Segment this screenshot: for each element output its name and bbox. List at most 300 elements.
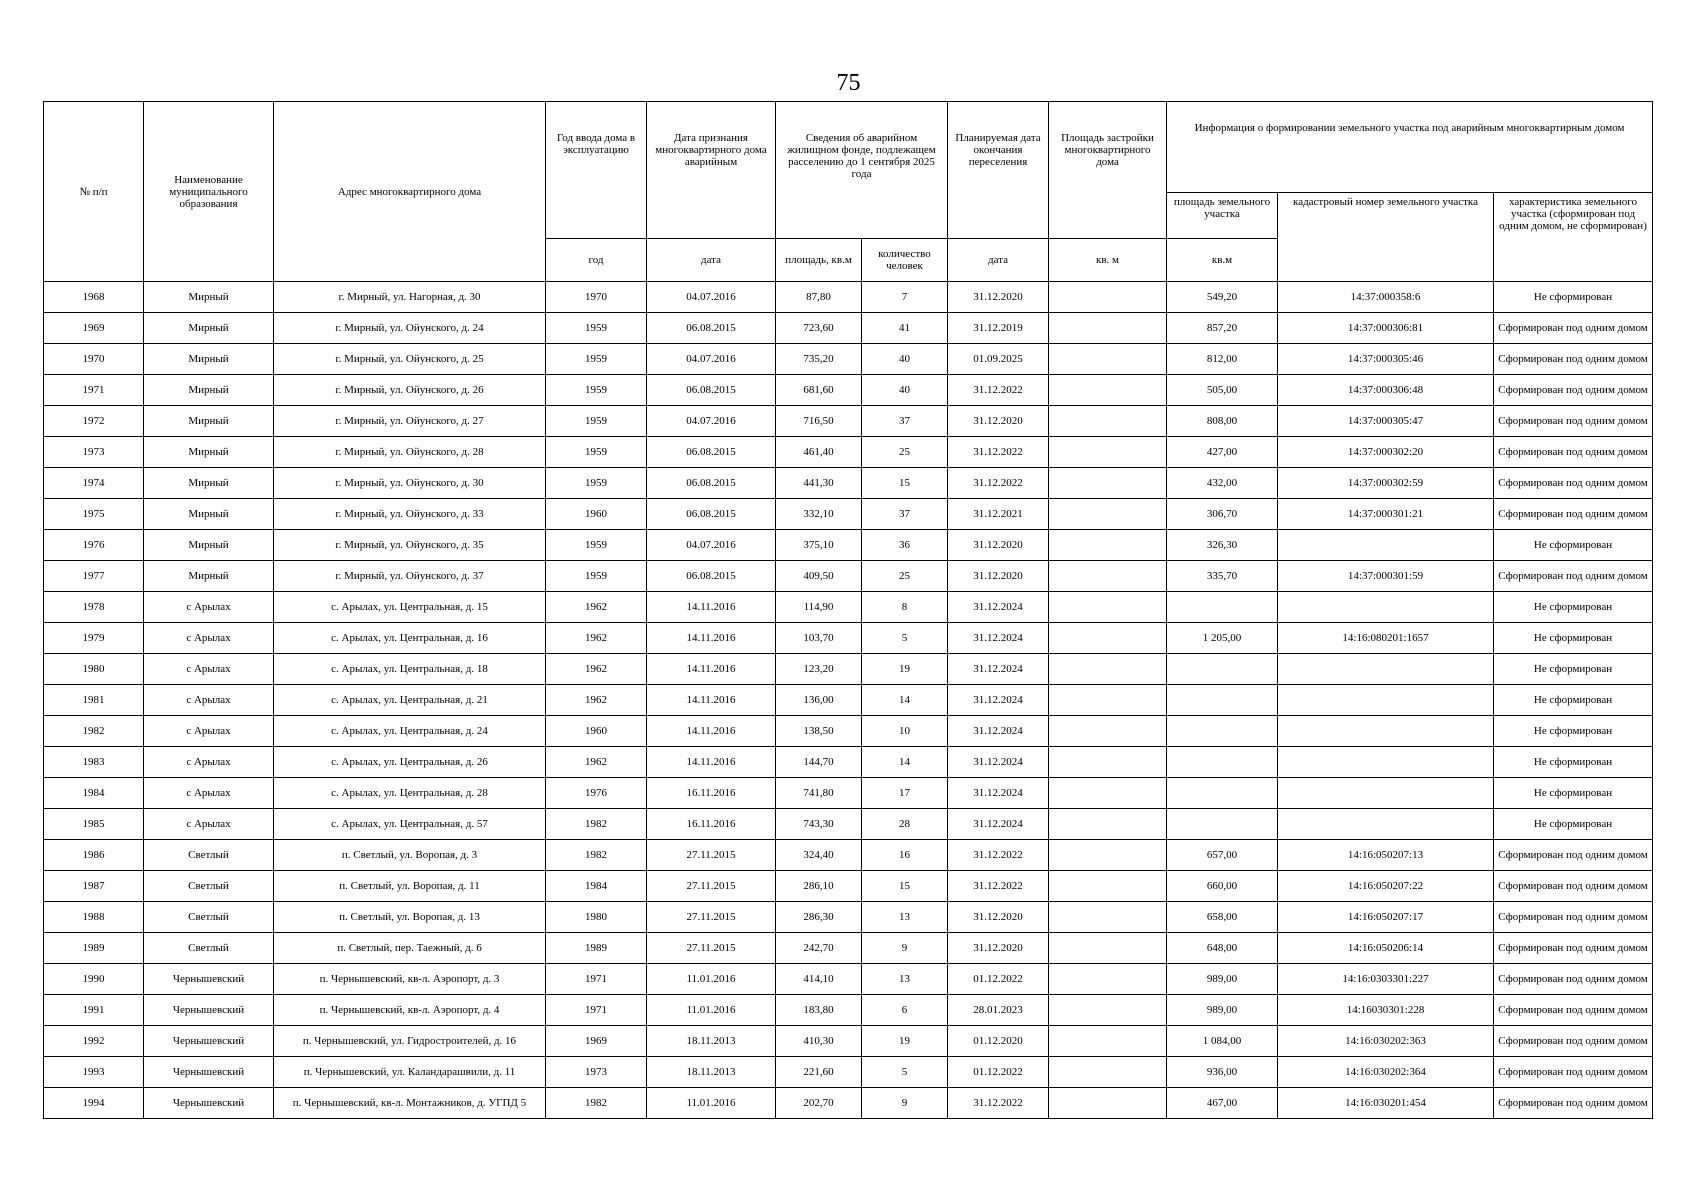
cell-people: 7 [862,282,948,313]
cell-municipality: Мирный [144,561,274,592]
cell-land-area: 658,00 [1167,902,1278,933]
table-row [44,933,1653,964]
cell-recognition-date: 14.11.2016 [647,747,776,778]
table-row [44,1026,1653,1057]
cell-land-status: Не сформирован [1494,685,1653,716]
cell-people: 14 [862,685,948,716]
cell-year: 1970 [546,282,647,313]
table-row [44,437,1653,468]
cell-area: 103,70 [776,623,862,654]
table-row [44,592,1653,623]
cell-recognition-date: 06.08.2015 [647,499,776,530]
cell-planned-date: 31.12.2024 [948,716,1049,747]
cell-cadastral: 14:16:030202:363 [1278,1026,1494,1057]
cell-land-status: Не сформирован [1494,282,1653,313]
table-row [44,778,1653,809]
cell-land-area [1167,716,1278,747]
cell-planned-date: 31.12.2020 [948,561,1049,592]
cell-build-area [1049,499,1167,530]
unit-area: площадь, кв.м [776,239,862,282]
cell-no: 1987 [44,871,144,902]
cell-land-area: 306,70 [1167,499,1278,530]
cell-build-area [1049,344,1167,375]
cell-cadastral [1278,685,1494,716]
cell-build-area [1049,933,1167,964]
cell-planned-date: 31.12.2024 [948,747,1049,778]
cell-land-area: 812,00 [1167,344,1278,375]
cell-no: 1977 [44,561,144,592]
cell-area: 743,30 [776,809,862,840]
cell-land-area: 467,00 [1167,1088,1278,1119]
unit-sqm-land: кв.м [1167,239,1278,282]
cell-land-area: 1 205,00 [1167,623,1278,654]
unit-date-plan: дата [948,239,1049,282]
cell-recognition-date: 06.08.2015 [647,437,776,468]
cell-build-area [1049,623,1167,654]
cell-people: 13 [862,964,948,995]
cell-cadastral: 14:37:000305:46 [1278,344,1494,375]
cell-year: 1959 [546,375,647,406]
cell-address: г. Мирный, ул. Ойунского, д. 30 [274,468,546,499]
cell-land-area [1167,809,1278,840]
table-row [44,716,1653,747]
cell-year: 1984 [546,871,647,902]
cell-municipality: Мирный [144,313,274,344]
cell-address: г. Мирный, ул. Ойунского, д. 28 [274,437,546,468]
cell-municipality: Мирный [144,282,274,313]
header-land-info: Информация о формировании земельного участка под аварийным многоквартирным домом [1167,102,1653,193]
cell-area: 202,70 [776,1088,862,1119]
header-year-in: Год ввода дома в эксплуатацию [546,102,647,239]
cell-land-status: Сформирован под одним домом [1494,313,1653,344]
cell-address: г. Мирный, ул. Ойунского, д. 24 [274,313,546,344]
cell-no: 1991 [44,995,144,1026]
cell-no: 1984 [44,778,144,809]
cell-municipality: Мирный [144,499,274,530]
cell-land-status: Сформирован под одним домом [1494,437,1653,468]
cell-municipality: с Арылах [144,592,274,623]
cell-land-status: Сформирован под одним домом [1494,1026,1653,1057]
cell-recognition-date: 06.08.2015 [647,313,776,344]
cell-no: 1975 [44,499,144,530]
cell-build-area [1049,375,1167,406]
cell-land-status: Не сформирован [1494,592,1653,623]
cell-municipality: с Арылах [144,809,274,840]
cell-build-area [1049,561,1167,592]
cell-year: 1971 [546,964,647,995]
cell-cadastral [1278,716,1494,747]
cell-land-area: 427,00 [1167,437,1278,468]
cell-planned-date: 31.12.2024 [948,685,1049,716]
cell-land-status: Не сформирован [1494,716,1653,747]
cell-planned-date: 31.12.2020 [948,530,1049,561]
header-fund-info: Сведения об аварийном жилищном фонде, подлежащем расселению до 1 сентября 2025 года [776,102,948,239]
unit-sqm: кв. м [1049,239,1167,282]
cell-municipality: Мирный [144,437,274,468]
cell-address: п. Чернышевский, кв-л. Аэропорт, д. 4 [274,995,546,1026]
cell-year: 1960 [546,716,647,747]
table-row [44,344,1653,375]
cell-no: 1983 [44,747,144,778]
cell-municipality: Мирный [144,375,274,406]
cell-recognition-date: 18.11.2013 [647,1057,776,1088]
cell-year: 1989 [546,933,647,964]
cell-municipality: Светлый [144,840,274,871]
cell-people: 14 [862,747,948,778]
header-cadastral: кадастровый номер земельного участка [1278,193,1494,282]
cell-year: 1959 [546,406,647,437]
cell-land-area: 808,00 [1167,406,1278,437]
cell-area: 87,80 [776,282,862,313]
cell-address: п. Чернышевский, кв-л. Монтажников, д. УГПД 5 [274,1088,546,1119]
cell-recognition-date: 14.11.2016 [647,592,776,623]
table-row [44,871,1653,902]
cell-recognition-date: 06.08.2015 [647,561,776,592]
cell-planned-date: 01.12.2020 [948,1026,1049,1057]
table-row [44,902,1653,933]
cell-land-area [1167,778,1278,809]
cell-municipality: Мирный [144,530,274,561]
unit-people: количество человек [862,239,948,282]
cell-municipality: Светлый [144,933,274,964]
cell-land-area: 335,70 [1167,561,1278,592]
cell-cadastral: 14:16:030201:454 [1278,1088,1494,1119]
cell-land-area: 989,00 [1167,964,1278,995]
cell-recognition-date: 16.11.2016 [647,809,776,840]
cell-people: 25 [862,561,948,592]
table-body [44,282,1653,1119]
cell-people: 28 [862,809,948,840]
cell-recognition-date: 14.11.2016 [647,623,776,654]
cell-address: г. Мирный, ул. Ойунского, д. 35 [274,530,546,561]
cell-land-status: Не сформирован [1494,778,1653,809]
cell-cadastral: 14:16030301:228 [1278,995,1494,1026]
cell-address: г. Мирный, ул. Ойунского, д. 27 [274,406,546,437]
cell-year: 1962 [546,654,647,685]
cell-municipality: Чернышевский [144,964,274,995]
table-row [44,468,1653,499]
cell-municipality: с Арылах [144,747,274,778]
cell-planned-date: 31.12.2019 [948,313,1049,344]
header-land-area: площадь земельного участка [1167,193,1278,239]
cell-recognition-date: 11.01.2016 [647,964,776,995]
cell-municipality: Чернышевский [144,1026,274,1057]
cell-municipality: с Арылах [144,623,274,654]
cell-area: 114,90 [776,592,862,623]
table-row [44,406,1653,437]
cell-area: 741,80 [776,778,862,809]
cell-address: г. Мирный, ул. Нагорная, д. 30 [274,282,546,313]
cell-year: 1959 [546,530,647,561]
cell-build-area [1049,406,1167,437]
cell-year: 1982 [546,1088,647,1119]
cell-land-status: Сформирован под одним домом [1494,933,1653,964]
cell-people: 13 [862,902,948,933]
cell-build-area [1049,282,1167,313]
cell-address: п. Светлый, пер. Таежный, д. 6 [274,933,546,964]
cell-build-area [1049,654,1167,685]
cell-recognition-date: 04.07.2016 [647,406,776,437]
cell-people: 16 [862,840,948,871]
cell-land-area: 432,00 [1167,468,1278,499]
cell-planned-date: 31.12.2024 [948,778,1049,809]
cell-land-status: Сформирован под одним домом [1494,1057,1653,1088]
cell-build-area [1049,437,1167,468]
cell-year: 1969 [546,1026,647,1057]
cell-area: 735,20 [776,344,862,375]
cell-address: с. Арылах, ул. Центральная, д. 26 [274,747,546,778]
cell-build-area [1049,840,1167,871]
cell-no: 1993 [44,1057,144,1088]
cell-municipality: Светлый [144,871,274,902]
cell-people: 37 [862,406,948,437]
cell-address: с. Арылах, ул. Центральная, д. 18 [274,654,546,685]
cell-planned-date: 31.12.2024 [948,654,1049,685]
cell-address: п. Чернышевский, ул. Каландарашвили, д. 11 [274,1057,546,1088]
cell-recognition-date: 04.07.2016 [647,282,776,313]
cell-land-area: 549,20 [1167,282,1278,313]
cell-land-area: 1 084,00 [1167,1026,1278,1057]
cell-planned-date: 28.01.2023 [948,995,1049,1026]
cell-planned-date: 31.12.2020 [948,933,1049,964]
table-row [44,964,1653,995]
cell-cadastral: 14:16:050207:13 [1278,840,1494,871]
cell-planned-date: 31.12.2022 [948,840,1049,871]
cell-area: 461,40 [776,437,862,468]
cell-planned-date: 01.12.2022 [948,964,1049,995]
cell-year: 1959 [546,437,647,468]
cell-area: 375,10 [776,530,862,561]
cell-area: 286,10 [776,871,862,902]
cell-land-area [1167,685,1278,716]
cell-people: 40 [862,344,948,375]
cell-year: 1971 [546,995,647,1026]
cell-no: 1985 [44,809,144,840]
cell-area: 324,40 [776,840,862,871]
cell-people: 9 [862,1088,948,1119]
cell-people: 5 [862,623,948,654]
cell-address: г. Мирный, ул. Ойунского, д. 33 [274,499,546,530]
cell-planned-date: 31.12.2022 [948,437,1049,468]
cell-municipality: Мирный [144,468,274,499]
cell-land-status: Сформирован под одним домом [1494,1088,1653,1119]
cell-cadastral [1278,778,1494,809]
cell-recognition-date: 14.11.2016 [647,716,776,747]
cell-no: 1980 [44,654,144,685]
cell-land-status: Сформирован под одним домом [1494,406,1653,437]
cell-people: 5 [862,1057,948,1088]
cell-year: 1960 [546,499,647,530]
cell-year: 1982 [546,809,647,840]
cell-land-status: Не сформирован [1494,654,1653,685]
cell-people: 19 [862,1026,948,1057]
cell-planned-date: 01.12.2022 [948,1057,1049,1088]
cell-area: 136,00 [776,685,862,716]
cell-planned-date: 31.12.2022 [948,1088,1049,1119]
cell-area: 681,60 [776,375,862,406]
cell-year: 1959 [546,344,647,375]
cell-no: 1969 [44,313,144,344]
header-date-recognition: Дата признания многоквартирного дома аварийным [647,102,776,239]
cell-cadastral: 14:16:0303301:227 [1278,964,1494,995]
page-number: 75 [836,70,861,96]
cell-land-area: 505,00 [1167,375,1278,406]
cell-build-area [1049,468,1167,499]
cell-people: 41 [862,313,948,344]
cell-no: 1978 [44,592,144,623]
table-row [44,809,1653,840]
cell-no: 1992 [44,1026,144,1057]
cell-cadastral: 14:37:000358:6 [1278,282,1494,313]
cell-land-status: Сформирован под одним домом [1494,499,1653,530]
unit-year: год [546,239,647,282]
cell-land-status: Сформирован под одним домом [1494,468,1653,499]
cell-build-area [1049,530,1167,561]
cell-municipality: Чернышевский [144,995,274,1026]
cell-cadastral: 14:37:000306:81 [1278,313,1494,344]
cell-address: п. Светлый, ул. Воропая, д. 11 [274,871,546,902]
table-row [44,561,1653,592]
cell-address: п. Чернышевский, кв-л. Аэропорт, д. 3 [274,964,546,995]
cell-municipality: с Арылах [144,778,274,809]
cell-planned-date: 31.12.2020 [948,406,1049,437]
cell-land-status: Сформирован под одним домом [1494,902,1653,933]
table-row [44,313,1653,344]
cell-land-area [1167,654,1278,685]
cell-land-status: Сформирован под одним домом [1494,871,1653,902]
cell-land-status: Сформирован под одним домом [1494,964,1653,995]
cell-build-area [1049,592,1167,623]
cell-people: 6 [862,995,948,1026]
table-header [44,102,1653,282]
cell-area: 286,30 [776,902,862,933]
cell-recognition-date: 27.11.2015 [647,933,776,964]
cell-cadastral: 14:37:000306:48 [1278,375,1494,406]
cell-area: 410,30 [776,1026,862,1057]
cell-no: 1974 [44,468,144,499]
cell-no: 1972 [44,406,144,437]
table-row [44,282,1653,313]
cell-cadastral: 14:16:050207:17 [1278,902,1494,933]
cell-recognition-date: 11.01.2016 [647,995,776,1026]
cell-area: 332,10 [776,499,862,530]
cell-cadastral: 14:16:080201:1657 [1278,623,1494,654]
cell-year: 1962 [546,747,647,778]
cell-people: 10 [862,716,948,747]
cell-planned-date: 01.09.2025 [948,344,1049,375]
cell-people: 37 [862,499,948,530]
cell-year: 1980 [546,902,647,933]
cell-build-area [1049,871,1167,902]
cell-recognition-date: 04.07.2016 [647,344,776,375]
cell-no: 1994 [44,1088,144,1119]
cell-cadastral [1278,747,1494,778]
emergency-housing-table [43,101,1653,1119]
cell-land-status: Сформирован под одним домом [1494,561,1653,592]
cell-land-status: Не сформирован [1494,809,1653,840]
cell-build-area [1049,995,1167,1026]
cell-year: 1959 [546,468,647,499]
cell-build-area [1049,685,1167,716]
cell-people: 36 [862,530,948,561]
cell-area: 144,70 [776,747,862,778]
cell-cadastral [1278,654,1494,685]
cell-land-status: Сформирован под одним домом [1494,995,1653,1026]
cell-cadastral: 14:37:000301:59 [1278,561,1494,592]
cell-planned-date: 31.12.2024 [948,623,1049,654]
cell-year: 1962 [546,623,647,654]
cell-build-area [1049,716,1167,747]
cell-area: 123,20 [776,654,862,685]
header-build-area: Площадь застройки многоквартирного дома [1049,102,1167,239]
cell-build-area [1049,778,1167,809]
cell-year: 1982 [546,840,647,871]
cell-planned-date: 31.12.2022 [948,468,1049,499]
table-row [44,375,1653,406]
cell-municipality: Мирный [144,406,274,437]
table-row [44,1088,1653,1119]
cell-area: 409,50 [776,561,862,592]
cell-land-area: 648,00 [1167,933,1278,964]
cell-people: 25 [862,437,948,468]
cell-build-area [1049,902,1167,933]
cell-no: 1973 [44,437,144,468]
cell-planned-date: 31.12.2022 [948,871,1049,902]
cell-area: 716,50 [776,406,862,437]
cell-address: п. Светлый, ул. Воропая, д. 13 [274,902,546,933]
cell-cadastral: 14:37:000301:21 [1278,499,1494,530]
cell-cadastral [1278,809,1494,840]
cell-land-area [1167,747,1278,778]
cell-planned-date: 31.12.2024 [948,809,1049,840]
cell-municipality: с Арылах [144,716,274,747]
cell-address: с. Арылах, ул. Центральная, д. 15 [274,592,546,623]
table-row [44,1057,1653,1088]
table-row [44,623,1653,654]
cell-cadastral: 14:37:000302:59 [1278,468,1494,499]
table-row [44,685,1653,716]
cell-municipality: Чернышевский [144,1088,274,1119]
header-municipality: Наименование муниципального образования [144,102,274,282]
cell-planned-date: 31.12.2020 [948,902,1049,933]
cell-recognition-date: 14.11.2016 [647,685,776,716]
cell-build-area [1049,809,1167,840]
table-row [44,654,1653,685]
cell-land-area: 657,00 [1167,840,1278,871]
cell-no: 1979 [44,623,144,654]
cell-people: 9 [862,933,948,964]
cell-recognition-date: 16.11.2016 [647,778,776,809]
cell-people: 40 [862,375,948,406]
cell-no: 1968 [44,282,144,313]
cell-recognition-date: 27.11.2015 [647,840,776,871]
cell-no: 1976 [44,530,144,561]
cell-area: 723,60 [776,313,862,344]
cell-land-status: Не сформирован [1494,747,1653,778]
cell-recognition-date: 06.08.2015 [647,375,776,406]
cell-build-area [1049,313,1167,344]
table-row [44,499,1653,530]
cell-land-status: Не сформирован [1494,530,1653,561]
cell-cadastral: 14:16:050206:14 [1278,933,1494,964]
cell-recognition-date: 27.11.2015 [647,902,776,933]
header-planned-date: Планируемая дата окончания переселения [948,102,1049,239]
cell-address: с. Арылах, ул. Центральная, д. 28 [274,778,546,809]
cell-address: п. Светлый, ул. Воропая, д. 3 [274,840,546,871]
cell-recognition-date: 06.08.2015 [647,468,776,499]
cell-land-status: Сформирован под одним домом [1494,840,1653,871]
cell-no: 1989 [44,933,144,964]
